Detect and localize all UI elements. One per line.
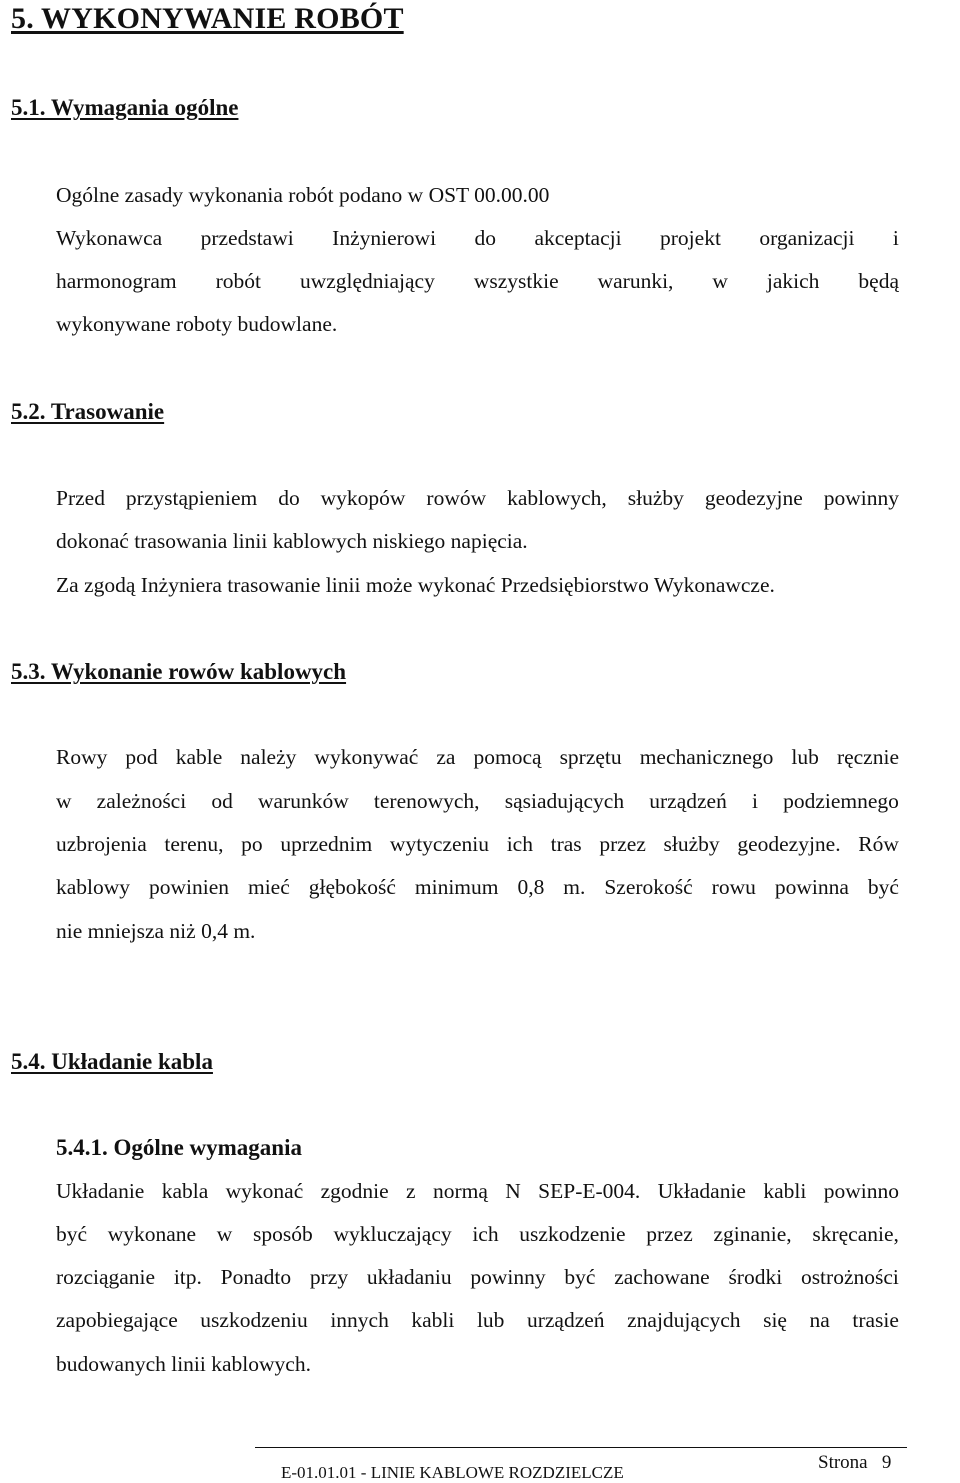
- paragraph-line: uzbrojenia terenu, po uprzednim wytyczeniu ich tras przez służby geodezyjne. Rów: [56, 832, 899, 856]
- paragraph-line: kablowy powinien mieć głębokość minimum 0,8 m. Szerokość rowu powinna być: [56, 875, 899, 899]
- heading-5-4: 5.4. Układanie kabla: [11, 1049, 213, 1074]
- footer-rule: [255, 1447, 907, 1448]
- paragraph-line: Za zgodą Inżyniera trasowanie linii może wykonać Przedsiębiorstwo Wykonawcze.: [56, 573, 775, 597]
- footer-doc-code: E-01.01.01 - LINIE KABLOWE ROZDZIELCZE: [281, 1463, 624, 1482]
- paragraph-line: dokonać trasowania linii kablowych niskiego napięcia.: [56, 529, 528, 553]
- footer-page-number: [818, 1452, 891, 1474]
- paragraph-line: Przed przystąpieniem do wykopów rowów kablowych, służby geodezyjne powinny: [56, 486, 899, 510]
- paragraph-line: Wykonawca przedstawi Inżynierowi do akceptacji projekt organizacji i: [56, 226, 899, 250]
- section-title: 5. WYKONYWANIE ROBÓT: [11, 2, 404, 35]
- paragraph-line: harmonogram robót uwzględniający wszystkie warunki, w jakich będą: [56, 269, 899, 293]
- page-label: Strona: [818, 1452, 868, 1473]
- paragraph-line: zapobiegające uszkodzeniu innych kabli lub urządzeń znajdujących się na trasie: [56, 1308, 899, 1332]
- paragraph-line: w zależności od warunków terenowych, sąsiadujących urządzeń i podziemnego: [56, 789, 899, 813]
- paragraph-line: Ogólne zasady wykonania robót podano w OST 00.00.00: [56, 183, 550, 207]
- heading-5-4-1: 5.4.1. Ogólne wymagania: [56, 1135, 302, 1160]
- paragraph-line: nie mniejsza niż 0,4 m.: [56, 919, 256, 943]
- heading-5-3: 5.3. Wykonanie rowów kablowych: [11, 659, 347, 684]
- page-number: 9: [881, 1452, 892, 1473]
- heading-5-2: 5.2. Trasowanie: [11, 399, 165, 424]
- paragraph-line: Rowy pod kable należy wykonywać za pomocą sprzętu mechanicznego lub ręcznie: [56, 745, 899, 769]
- heading-5-1: 5.1. Wymagania ogólne: [11, 95, 239, 120]
- paragraph-line: Układanie kabla wykonać zgodnie z normą N SEP-E-004. Układanie kabli powinno: [56, 1179, 899, 1203]
- paragraph-line: wykonywane roboty budowlane.: [56, 312, 338, 336]
- paragraph-line: budowanych linii kablowych.: [56, 1352, 311, 1376]
- paragraph-line: być wykonane w sposób wykluczający ich uszkodzenie przez zginanie, skręcanie,: [56, 1222, 899, 1246]
- paragraph-line: rozciąganie itp. Ponadto przy układaniu powinny być zachowane środki ostrożności: [56, 1265, 899, 1289]
